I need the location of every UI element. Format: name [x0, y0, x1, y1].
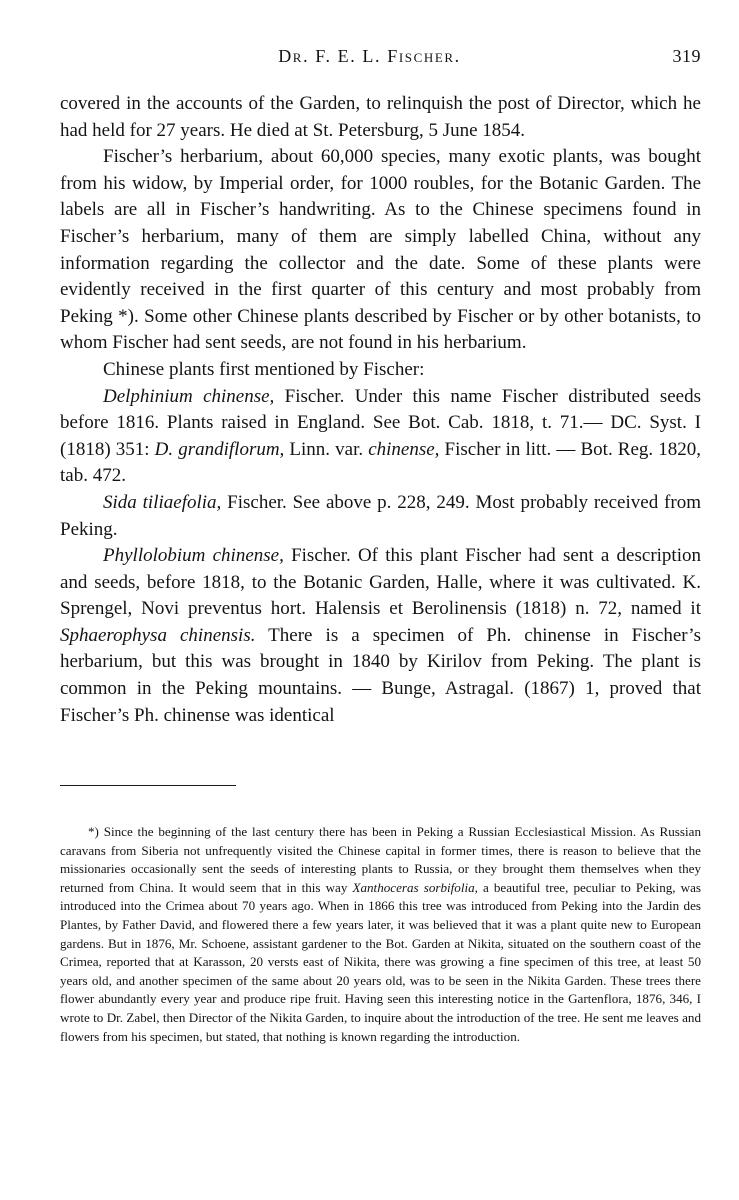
species-name: Phyllolobium chinense, — [103, 545, 284, 567]
paragraph-list-intro: Chinese plants first mentioned by Fischer: — [103, 358, 425, 380]
entry-sida — [60, 490, 701, 543]
running-head — [0, 46, 739, 72]
synonym-name: Sphaerophysa chinensis. — [60, 624, 256, 646]
footnote-text: *) Since the beginning of the last century there has been in Peking a Russian Ecclesiastical Mission. As Russian caravans from Siberia not unfrequently visited the Chinese capital in former times, there is reason to believe that the missionaries occasionally sent the seeds of interesting plants to Russia, or they brought them themselves when they returned from China. It would seem that in this way — [60, 824, 701, 895]
footnote-rule — [60, 785, 236, 786]
footnote — [60, 823, 701, 1046]
synonym-name: D. grandiflorum, — [154, 438, 285, 460]
entry-text: Fischer. Under this name Fischer distributed seeds before 1816. Plants raised in England. See Bot. Cab. 1818, t. 71.— DC. Syst. I (1818) 351: — [60, 385, 701, 460]
body-text — [60, 91, 701, 729]
entry-phyllolobium — [60, 543, 701, 729]
species-name: Sida tiliaefolia, — [103, 491, 222, 513]
running-title: Dr. F. E. L. Fischer. — [278, 46, 461, 66]
entry-text: Linn. var. — [284, 438, 369, 460]
page-number: 319 — [672, 46, 701, 66]
variety-name: chinense, — [368, 438, 440, 460]
entry-text: Fischer in litt. — Bot. Reg. 1820, tab. 472. — [60, 438, 701, 487]
entry-text: Fischer. See above p. 228, 249. Most probably received from Peking. — [60, 491, 701, 540]
species-name: Delphinium chinense, — [103, 385, 275, 407]
paragraph-continuation: covered in the accounts of the Garden, to relinquish the post of Director, which he had held for 27 years. He died at St. Petersburg, 5 June 1854. — [60, 93, 701, 141]
paragraph-herbarium: Fischer’s herbarium, about 60,000 species, many exotic plants, was bought from his widow, by Imperial order, for 1000 roubles, for the Botanic Garden. The labels are all in Fischer’s handwriting. As to the Chinese specimens found in Fischer’s herbarium, many of them are simply labelled China, without any information regarding the collector and the date. Some of these plants were evidently received in the first quarter of this century and most probably from Peking *). Some other Chinese plants described by Fischer or by other botanists, to whom Fischer had sent seeds, are not found in his herbarium. — [60, 146, 701, 354]
footnote-text: a beautiful tree, peculiar to Peking, was introduced into the Crimea about 70 years ago. When in 1866 this tree was introduced from Peking into the Jardin des Plantes, by Father David, and flowered there a few years later, it was believed that it was a plant quite new to European gardens. But in 1876, Mr. Schoene, assistant gardener to the Bot. Garden at Nikita, situated on the southern coast of the Crimea, reported that at Karasson, 20 versts east of Nikita, there was growing a fine specimen of this tree, at least 50 years old, and another specimen of the same about 20 years old, was to be seen in the Nikita Garden. These trees there flower abundantly every year and produce ripe fruit. Having seen this interesting notice in the Gartenflora, 1876, 346, I wrote to Dr. Zabel, then Director of the Nikita Garden, to inquire about the introduction of the tree. He sent me leaves and flowers from his specimen, but stated, that nothing is known regarding the introduction. — [60, 879, 701, 1044]
entry-text: Fischer. Of this plant Fischer had sent a description and seeds, before 1818, to the Botanic Garden, Halle, where it was cultivated. K. Sprengel, Novi preventus hort. Halensis et Berolinensis (1818) n. 72, named it — [60, 545, 701, 620]
entry-delphinium — [60, 384, 701, 490]
species-name: Xanthoceras sorbifolia, — [352, 879, 478, 895]
entry-text: There is a specimen of Ph. chinense in Fischer’s herbarium, but this was brought in 1840 by Kirilov from Peking. The plant is common in the Peking mountains. — Bunge, Astragal. (1867) 1, proved that Fischer’s Ph. chinense was identical — [60, 624, 701, 726]
